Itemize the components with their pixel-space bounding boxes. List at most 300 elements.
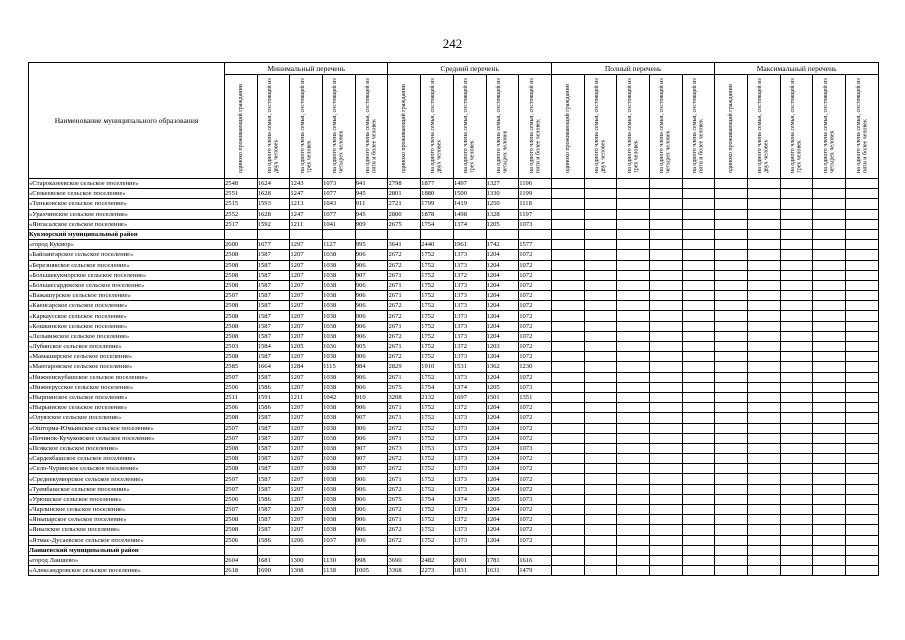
value-cell: 3641 bbox=[388, 240, 421, 250]
value-cell bbox=[551, 382, 584, 392]
value-cell bbox=[846, 392, 879, 402]
value-cell: 1587 bbox=[257, 454, 290, 464]
value-cell: 1497 bbox=[453, 179, 486, 189]
value-cell: 1072 bbox=[519, 291, 552, 301]
value-cell bbox=[682, 555, 715, 565]
value-cell bbox=[617, 209, 650, 219]
value-cell bbox=[715, 474, 748, 484]
table-row bbox=[29, 179, 879, 189]
value-cell bbox=[617, 331, 650, 341]
value-cell: 2672 bbox=[388, 352, 421, 362]
subcolumn-header-label: одиноко проживающий гражданин bbox=[564, 84, 571, 173]
value-cell: 1038 bbox=[323, 291, 356, 301]
table-row bbox=[29, 566, 879, 576]
value-cell bbox=[649, 382, 682, 392]
value-cell bbox=[846, 219, 879, 229]
value-cell: 1373 bbox=[453, 423, 486, 433]
value-cell bbox=[551, 555, 584, 565]
value-cell bbox=[519, 229, 552, 239]
value-cell bbox=[715, 494, 748, 504]
value-cell bbox=[715, 240, 748, 250]
value-cell: 1910 bbox=[421, 362, 454, 372]
value-cell bbox=[748, 535, 781, 545]
value-cell bbox=[682, 250, 715, 260]
value-cell bbox=[846, 362, 879, 372]
value-cell bbox=[649, 342, 682, 352]
value-cell bbox=[715, 189, 748, 199]
value-cell: 1038 bbox=[323, 464, 356, 474]
value-cell: 1752 bbox=[421, 474, 454, 484]
value-cell: 1038 bbox=[323, 301, 356, 311]
value-cell bbox=[649, 311, 682, 321]
value-cell: 1207 bbox=[290, 352, 323, 362]
value-cell: 2001 bbox=[453, 555, 486, 565]
value-cell: 1115 bbox=[323, 362, 356, 372]
value-cell bbox=[846, 423, 879, 433]
value-cell: 1752 bbox=[421, 352, 454, 362]
table-row bbox=[29, 280, 879, 290]
table-row bbox=[29, 291, 879, 301]
value-cell bbox=[682, 209, 715, 219]
value-cell: 2506 bbox=[225, 382, 258, 392]
value-cell: 1373 bbox=[453, 291, 486, 301]
subcolumn-header-label: одиноко проживающий гражданин bbox=[727, 84, 734, 173]
value-cell: 1752 bbox=[421, 342, 454, 352]
value-cell: 2508 bbox=[225, 515, 258, 525]
subcolumn-header-label: одиноко проживающий гражданин bbox=[237, 84, 244, 173]
value-cell: 907 bbox=[355, 270, 388, 280]
value-cell bbox=[846, 229, 879, 239]
subcolumn-header-label: на одного члена семьи, состоящей из двух человек bbox=[430, 78, 443, 173]
table-row bbox=[29, 372, 879, 382]
value-cell bbox=[584, 240, 617, 250]
value-cell bbox=[780, 484, 813, 494]
value-cell bbox=[617, 433, 650, 443]
value-cell: 1373 bbox=[453, 260, 486, 270]
value-cell bbox=[649, 464, 682, 474]
value-cell: 1072 bbox=[519, 505, 552, 515]
value-cell: 945 bbox=[355, 189, 388, 199]
table-row bbox=[29, 240, 879, 250]
value-cell: 2600 bbox=[225, 240, 258, 250]
table-row bbox=[29, 423, 879, 433]
value-cell bbox=[780, 352, 813, 362]
subcolumn-header bbox=[617, 75, 650, 179]
value-cell: 2675 bbox=[388, 494, 421, 504]
value-cell bbox=[813, 372, 846, 382]
municipality-name: «Мантаровское сельское поселение» bbox=[29, 362, 225, 372]
value-cell bbox=[682, 484, 715, 494]
value-cell: 1072 bbox=[519, 423, 552, 433]
subcolumn-header bbox=[584, 75, 617, 179]
value-cell bbox=[846, 280, 879, 290]
value-cell: 1373 bbox=[453, 474, 486, 484]
value-cell bbox=[617, 179, 650, 189]
municipality-name: «Каенсарское сельское поселение» bbox=[29, 301, 225, 311]
value-cell bbox=[846, 179, 879, 189]
value-cell: 2506 bbox=[225, 535, 258, 545]
value-cell: 906 bbox=[355, 423, 388, 433]
value-cell bbox=[617, 250, 650, 260]
value-cell: 1752 bbox=[421, 301, 454, 311]
value-cell: 1593 bbox=[257, 199, 290, 209]
value-cell: 1616 bbox=[519, 555, 552, 565]
value-cell bbox=[584, 291, 617, 301]
municipality-name: «Урахчинское сельское поселение» bbox=[29, 209, 225, 219]
value-cell bbox=[257, 545, 290, 555]
value-cell: 2508 bbox=[225, 321, 258, 331]
value-cell: 1752 bbox=[421, 291, 454, 301]
value-cell bbox=[846, 250, 879, 260]
value-cell bbox=[846, 372, 879, 382]
value-cell bbox=[649, 525, 682, 535]
value-cell bbox=[780, 403, 813, 413]
value-cell bbox=[715, 545, 748, 555]
value-cell bbox=[748, 240, 781, 250]
value-cell: 1373 bbox=[453, 443, 486, 453]
value-cell: 2506 bbox=[225, 403, 258, 413]
value-cell bbox=[813, 291, 846, 301]
value-cell bbox=[780, 505, 813, 515]
subcolumn-header bbox=[551, 75, 584, 179]
value-cell: 1690 bbox=[257, 566, 290, 576]
value-cell: 1753 bbox=[421, 443, 454, 453]
value-cell: 1297 bbox=[290, 240, 323, 250]
value-cell bbox=[813, 311, 846, 321]
value-cell: 2801 bbox=[388, 189, 421, 199]
value-cell: 1587 bbox=[257, 413, 290, 423]
table-row bbox=[29, 199, 879, 209]
municipality-name: «Янгасалское сельское поселение» bbox=[29, 219, 225, 229]
value-cell: 2800 bbox=[388, 209, 421, 219]
municipality-name: «Село-Чуринское сельское поселение» bbox=[29, 464, 225, 474]
value-cell: 906 bbox=[355, 535, 388, 545]
value-cell bbox=[682, 352, 715, 362]
value-cell bbox=[846, 566, 879, 576]
value-cell bbox=[551, 566, 584, 576]
table-row bbox=[29, 474, 879, 484]
value-cell bbox=[584, 545, 617, 555]
value-cell: 1038 bbox=[323, 454, 356, 464]
value-cell bbox=[813, 240, 846, 250]
value-cell: 1752 bbox=[421, 321, 454, 331]
value-cell: 2671 bbox=[388, 280, 421, 290]
value-cell: 2672 bbox=[388, 535, 421, 545]
value-cell: 1373 bbox=[453, 413, 486, 423]
value-cell: 1247 bbox=[290, 189, 323, 199]
value-cell bbox=[551, 331, 584, 341]
value-cell: 1577 bbox=[519, 240, 552, 250]
value-cell bbox=[649, 260, 682, 270]
value-cell bbox=[551, 189, 584, 199]
value-cell: 2672 bbox=[388, 250, 421, 260]
value-cell: 1587 bbox=[257, 280, 290, 290]
value-cell bbox=[813, 515, 846, 525]
value-cell: 1373 bbox=[453, 505, 486, 515]
value-cell bbox=[421, 229, 454, 239]
district-row bbox=[29, 229, 879, 239]
value-cell bbox=[780, 280, 813, 290]
value-cell bbox=[682, 464, 715, 474]
table-row bbox=[29, 494, 879, 504]
value-cell: 906 bbox=[355, 382, 388, 392]
value-cell: 1373 bbox=[453, 280, 486, 290]
value-cell: 1592 bbox=[257, 219, 290, 229]
value-cell bbox=[617, 280, 650, 290]
value-cell bbox=[551, 342, 584, 352]
value-cell: 1038 bbox=[323, 474, 356, 484]
value-cell bbox=[715, 413, 748, 423]
value-cell: 1587 bbox=[257, 331, 290, 341]
value-cell: 1073 bbox=[519, 219, 552, 229]
value-cell: 1207 bbox=[290, 311, 323, 321]
value-cell bbox=[846, 443, 879, 453]
value-cell bbox=[584, 566, 617, 576]
value-cell bbox=[748, 291, 781, 301]
value-cell bbox=[715, 331, 748, 341]
value-cell: 1072 bbox=[519, 474, 552, 484]
value-cell bbox=[323, 545, 356, 555]
value-cell bbox=[813, 525, 846, 535]
value-cell bbox=[715, 342, 748, 352]
value-cell: 1207 bbox=[290, 443, 323, 453]
value-cell bbox=[682, 342, 715, 352]
value-cell: 1072 bbox=[519, 280, 552, 290]
value-cell bbox=[682, 372, 715, 382]
value-cell: 1038 bbox=[323, 250, 356, 260]
value-cell: 906 bbox=[355, 291, 388, 301]
value-cell bbox=[649, 321, 682, 331]
value-cell bbox=[617, 423, 650, 433]
value-cell: 2507 bbox=[225, 474, 258, 484]
value-cell bbox=[551, 240, 584, 250]
value-cell bbox=[780, 219, 813, 229]
value-cell bbox=[551, 219, 584, 229]
value-cell: 1207 bbox=[290, 525, 323, 535]
value-cell: 1038 bbox=[323, 443, 356, 453]
value-cell: 1373 bbox=[453, 301, 486, 311]
value-cell: 1230 bbox=[519, 362, 552, 372]
value-cell: 1138 bbox=[323, 566, 356, 576]
value-cell bbox=[225, 229, 258, 239]
subcolumn-header bbox=[519, 75, 552, 179]
municipality-name: «Байлангарское сельское поселение» bbox=[29, 250, 225, 260]
value-cell: 1799 bbox=[421, 199, 454, 209]
value-cell: 1207 bbox=[290, 464, 323, 474]
value-cell: 2508 bbox=[225, 280, 258, 290]
value-cell bbox=[846, 352, 879, 362]
value-cell: 1204 bbox=[486, 413, 519, 423]
value-cell: 2618 bbox=[225, 566, 258, 576]
value-cell: 906 bbox=[355, 311, 388, 321]
value-cell: 2507 bbox=[225, 484, 258, 494]
value-cell: 1077 bbox=[323, 209, 356, 219]
value-cell bbox=[780, 515, 813, 525]
value-cell: 1501 bbox=[486, 392, 519, 402]
value-cell bbox=[551, 403, 584, 413]
value-cell: 1204 bbox=[486, 474, 519, 484]
value-cell bbox=[748, 505, 781, 515]
value-cell: 1587 bbox=[257, 433, 290, 443]
subcolumn-header bbox=[323, 75, 356, 179]
value-cell: 1372 bbox=[453, 270, 486, 280]
municipality-name: «Староказеевское сельское поселение» bbox=[29, 179, 225, 189]
value-cell bbox=[748, 362, 781, 372]
value-cell: 1631 bbox=[486, 566, 519, 576]
value-cell: 906 bbox=[355, 515, 388, 525]
value-cell bbox=[813, 189, 846, 199]
value-cell: 1664 bbox=[257, 362, 290, 372]
municipality-name: «Сюкеевское сельское поселение» bbox=[29, 189, 225, 199]
value-cell bbox=[551, 372, 584, 382]
value-cell bbox=[813, 352, 846, 362]
value-cell: 1042 bbox=[323, 392, 356, 402]
value-cell bbox=[649, 545, 682, 555]
value-cell bbox=[584, 505, 617, 515]
value-cell bbox=[649, 352, 682, 362]
value-cell: 941 bbox=[355, 179, 388, 189]
value-cell bbox=[617, 474, 650, 484]
value-cell bbox=[715, 505, 748, 515]
value-cell: 2511 bbox=[225, 392, 258, 402]
value-cell: 1752 bbox=[421, 433, 454, 443]
value-cell bbox=[682, 179, 715, 189]
value-cell bbox=[682, 392, 715, 402]
value-cell bbox=[780, 260, 813, 270]
value-cell: 1038 bbox=[323, 352, 356, 362]
subcolumn-header-label: на одного члена семьи, состоящей из трех человек bbox=[299, 78, 313, 173]
value-cell bbox=[617, 301, 650, 311]
value-cell bbox=[649, 362, 682, 372]
value-cell: 2672 bbox=[388, 311, 421, 321]
value-cell bbox=[715, 433, 748, 443]
value-cell: 1213 bbox=[290, 199, 323, 209]
table-row bbox=[29, 392, 879, 402]
value-cell bbox=[813, 484, 846, 494]
value-cell bbox=[388, 545, 421, 555]
value-cell bbox=[813, 545, 846, 555]
municipality-name: «Большекукморское сельское поселение» bbox=[29, 270, 225, 280]
municipality-name: «Нижнеискубашское сельское поселение» bbox=[29, 372, 225, 382]
value-cell bbox=[846, 494, 879, 504]
value-cell bbox=[617, 494, 650, 504]
value-cell bbox=[584, 525, 617, 535]
value-cell bbox=[813, 454, 846, 464]
value-cell: 1205 bbox=[486, 494, 519, 504]
subcolumn-header-label: на одного члена семьи, состоящей из четырех человек bbox=[495, 78, 509, 173]
value-cell bbox=[780, 270, 813, 280]
value-cell bbox=[715, 270, 748, 280]
value-cell bbox=[715, 311, 748, 321]
value-cell: 1207 bbox=[290, 331, 323, 341]
value-cell: 1624 bbox=[257, 179, 290, 189]
value-cell bbox=[551, 199, 584, 209]
value-cell bbox=[649, 555, 682, 565]
value-cell bbox=[617, 382, 650, 392]
value-cell bbox=[715, 443, 748, 453]
value-cell bbox=[682, 566, 715, 576]
value-cell: 1130 bbox=[323, 555, 356, 565]
value-cell bbox=[617, 484, 650, 494]
value-cell: 2508 bbox=[225, 301, 258, 311]
value-cell bbox=[551, 250, 584, 260]
value-cell: 1961 bbox=[453, 240, 486, 250]
value-cell: 1587 bbox=[257, 301, 290, 311]
value-cell: 1204 bbox=[486, 291, 519, 301]
value-cell bbox=[846, 199, 879, 209]
value-cell: 1073 bbox=[519, 443, 552, 453]
value-cell: 2482 bbox=[421, 555, 454, 565]
value-cell bbox=[617, 545, 650, 555]
value-cell: 2671 bbox=[388, 413, 421, 423]
value-cell bbox=[519, 545, 552, 555]
value-cell bbox=[649, 413, 682, 423]
value-cell: 1752 bbox=[421, 413, 454, 423]
value-cell bbox=[617, 505, 650, 515]
value-cell: 1072 bbox=[519, 403, 552, 413]
value-cell: 2548 bbox=[225, 179, 258, 189]
value-cell: 1207 bbox=[290, 494, 323, 504]
subcolumn-header-label: на одного члена семьи, состоящей из четырех человек bbox=[659, 78, 672, 173]
value-cell: 1373 bbox=[453, 250, 486, 260]
value-cell: 3690 bbox=[388, 555, 421, 565]
value-cell bbox=[846, 331, 879, 341]
value-cell bbox=[649, 505, 682, 515]
value-cell: 1072 bbox=[519, 525, 552, 535]
subcolumn-header bbox=[257, 75, 290, 179]
value-cell bbox=[780, 555, 813, 565]
value-cell bbox=[617, 392, 650, 402]
value-cell: 2551 bbox=[225, 189, 258, 199]
value-cell: 2508 bbox=[225, 331, 258, 341]
value-cell bbox=[715, 403, 748, 413]
value-cell bbox=[748, 555, 781, 565]
table-row bbox=[29, 352, 879, 362]
group-header: Максимальный перечень bbox=[715, 63, 879, 75]
table-row bbox=[29, 443, 879, 453]
municipality-name: «Лубянское сельское поселение» bbox=[29, 342, 225, 352]
value-cell bbox=[551, 179, 584, 189]
value-cell: 1207 bbox=[290, 372, 323, 382]
value-cell: 3368 bbox=[388, 566, 421, 576]
value-cell: 1204 bbox=[486, 464, 519, 474]
value-cell bbox=[780, 474, 813, 484]
value-cell bbox=[617, 566, 650, 576]
value-cell bbox=[715, 484, 748, 494]
value-cell bbox=[846, 291, 879, 301]
municipality-name: «Каркаусское сельское поселение» bbox=[29, 311, 225, 321]
district-name: Кукморский муниципальный район bbox=[29, 229, 225, 239]
value-cell bbox=[649, 566, 682, 576]
value-cell bbox=[715, 321, 748, 331]
value-cell bbox=[780, 443, 813, 453]
value-cell: 1587 bbox=[257, 423, 290, 433]
value-cell bbox=[748, 372, 781, 382]
value-cell: 1754 bbox=[421, 219, 454, 229]
value-cell bbox=[813, 280, 846, 290]
table-row bbox=[29, 484, 879, 494]
value-cell: 1752 bbox=[421, 525, 454, 535]
value-cell: 2672 bbox=[388, 484, 421, 494]
value-cell: 1038 bbox=[323, 403, 356, 413]
value-cell: 2672 bbox=[388, 423, 421, 433]
value-cell bbox=[421, 545, 454, 555]
value-cell bbox=[813, 209, 846, 219]
value-cell: 906 bbox=[355, 505, 388, 515]
subcolumn-header bbox=[813, 75, 846, 179]
value-cell: 1204 bbox=[486, 260, 519, 270]
value-cell bbox=[715, 362, 748, 372]
